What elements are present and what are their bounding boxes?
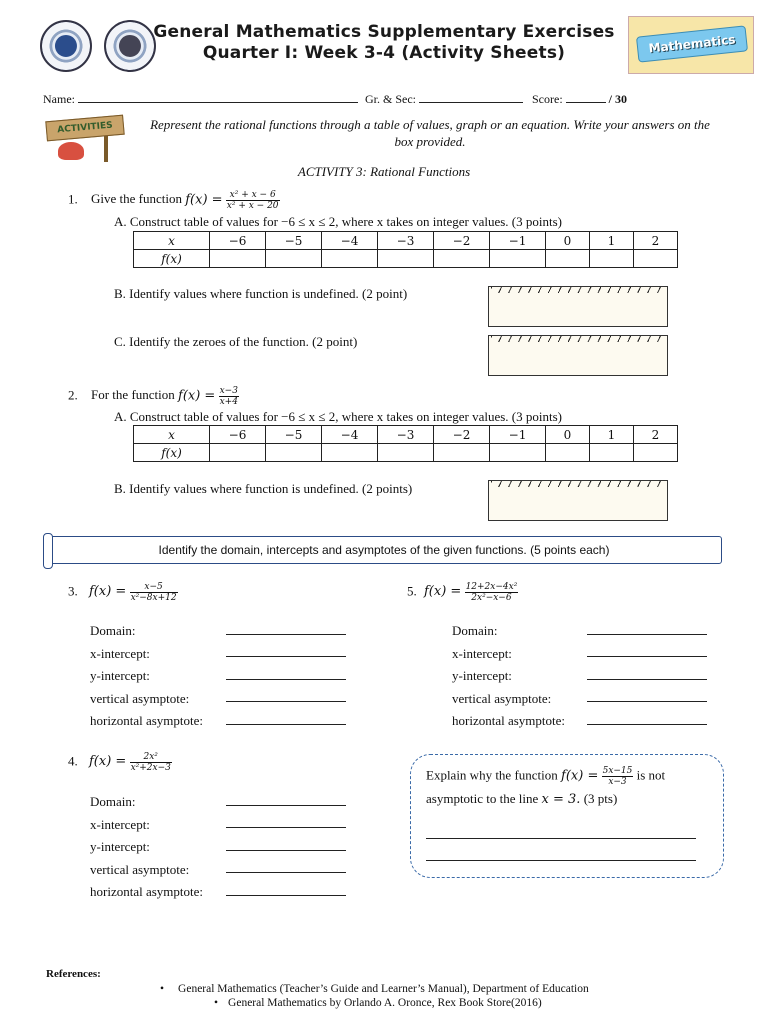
question-4-y-intercept-blank[interactable] — [226, 850, 346, 851]
table-fx-cell[interactable] — [434, 250, 490, 268]
question-3-horizontal-asymptote-blank[interactable] — [226, 724, 346, 725]
question-4-vertical-asymptote-blank[interactable] — [226, 872, 346, 873]
name-label: Name: — [43, 92, 75, 106]
score-label: Score: — [532, 92, 563, 106]
question-2-numerator: x−3 — [219, 386, 238, 396]
table-x-value: −5 — [266, 426, 322, 444]
mathematics-banner — [628, 16, 754, 74]
table-fx-cell[interactable] — [634, 444, 678, 462]
table-fx-cell[interactable] — [266, 250, 322, 268]
field-label-domain: Domain: — [90, 794, 136, 809]
question-4-number: 4. — [68, 753, 78, 769]
table-row-fx — [134, 250, 678, 268]
table-fx-cell[interactable] — [434, 444, 490, 462]
question-1 — [68, 190, 280, 211]
reference-text: General Mathematics by Orlando A. Oronce, Rex Book Store(2016) — [228, 997, 542, 1009]
table-x-value: 1 — [590, 232, 634, 250]
grsec-field[interactable] — [419, 102, 523, 103]
question-2-prompt: For the function — [91, 387, 175, 403]
question-5-fields — [452, 620, 565, 733]
question-3-number: 3. — [68, 583, 78, 599]
question-1-number: 1. — [68, 191, 78, 207]
question-3 — [68, 582, 178, 603]
question-5 — [407, 582, 518, 603]
field-label-horizontal-asymptote: horizontal asymptote: — [452, 713, 566, 728]
field-label-x-intercept: x-intercept: — [90, 645, 150, 661]
explain-answer-line-1[interactable] — [426, 838, 696, 839]
table-fx-cell[interactable] — [490, 250, 546, 268]
explain-points: (3 pts) — [583, 791, 618, 806]
question-4-fx: f(x) = — [89, 754, 127, 770]
reference-item-2 — [214, 997, 542, 1009]
table-fx-cell[interactable] — [322, 250, 378, 268]
bullet-icon: • — [214, 997, 219, 1009]
question-1-fx: f(x) = — [185, 192, 223, 208]
question-3-vertical-asymptote-blank[interactable] — [226, 701, 346, 702]
table-fx-cell[interactable] — [210, 444, 266, 462]
question-1-part-b: B. Identify values where function is undefined. (2 point) — [114, 286, 408, 301]
activity-title: ACTIVITY 3: Rational Functions — [297, 164, 471, 179]
grsec-label: Gr. & Sec: — [365, 92, 416, 106]
bullet-icon: • — [160, 983, 165, 995]
question-2-part-b: B. Identify values where function is undefined. (2 points) — [114, 481, 413, 496]
question-4-fraction — [130, 752, 172, 773]
question-4-horizontal-asymptote-blank[interactable] — [226, 895, 346, 896]
table-header-fx: f(x) — [134, 444, 210, 462]
question-3-x-intercept-blank[interactable] — [226, 656, 346, 657]
question-1-numerator: x² + x − 6 — [226, 190, 280, 201]
table-fx-cell[interactable] — [266, 444, 322, 462]
question-3-y-intercept-blank[interactable] — [226, 679, 346, 680]
table-x-value: −2 — [434, 426, 490, 444]
question-5-number: 5. — [407, 583, 417, 599]
table-x-value: 1 — [590, 426, 634, 444]
question-1-part-a: A. Construct table of values for −6 ≤ x ≤ 2, where x takes on integer values. (3 points) — [114, 214, 562, 229]
question-5-fx: f(x) = — [424, 584, 462, 600]
page-title: General Mathematics Supplementary Exercises — [153, 22, 615, 42]
question-3-fraction — [130, 582, 178, 603]
question-4-fields — [90, 791, 203, 904]
question-2-answer-box-b[interactable] — [488, 480, 668, 521]
table-x-value: −1 — [490, 426, 546, 444]
explain-numerator: 5x−15 — [602, 766, 633, 776]
name-field[interactable] — [78, 102, 358, 103]
table-fx-cell[interactable] — [210, 250, 266, 268]
field-label-y-intercept: y-intercept: — [90, 668, 150, 683]
table-fx-cell[interactable] — [634, 250, 678, 268]
field-label-horizontal-asymptote: horizontal asymptote: — [90, 713, 204, 728]
activities-sign — [44, 112, 128, 164]
table-fx-cell[interactable] — [546, 444, 590, 462]
field-label-horizontal-asymptote: horizontal asymptote: — [90, 884, 204, 899]
table-fx-cell[interactable] — [590, 250, 634, 268]
table-fx-cell[interactable] — [590, 444, 634, 462]
table-x-value: −3 — [378, 426, 434, 444]
table-x-value: −3 — [378, 232, 434, 250]
explain-denominator: x−3 — [608, 777, 627, 787]
field-label-x-intercept: x-intercept: — [90, 816, 150, 832]
field-label-domain: Domain: — [452, 623, 498, 638]
question-5-fraction — [465, 582, 519, 603]
explain-text-c: asymptotic to the line — [426, 791, 539, 806]
table-header-x: x — [134, 232, 210, 250]
section-instruction-text: Identify the domain, intercepts and asymptotes of the given functions. (5 points each) — [158, 543, 610, 557]
question-3-fields — [90, 620, 203, 733]
table-fx-cell[interactable] — [378, 250, 434, 268]
reference-text: General Mathematics (Teacher’s Guide and Learner’s Manual), Department of Education — [178, 983, 589, 995]
question-2-fraction — [219, 386, 239, 407]
field-label-vertical-asymptote: vertical asymptote: — [452, 690, 552, 706]
question-2-table — [133, 425, 678, 462]
question-3-fx: f(x) = — [89, 584, 127, 600]
question-5-horizontal-asymptote-blank[interactable] — [587, 724, 707, 725]
table-fx-cell[interactable] — [322, 444, 378, 462]
table-x-value: 2 — [634, 426, 678, 444]
question-1-answer-box-b[interactable] — [488, 286, 668, 327]
table-fx-cell[interactable] — [546, 250, 590, 268]
score-total: / 30 — [608, 92, 627, 106]
question-5-y-intercept-blank[interactable] — [587, 679, 707, 680]
table-x-value: −6 — [210, 426, 266, 444]
question-4 — [68, 752, 172, 773]
table-fx-cell[interactable] — [378, 444, 434, 462]
score-field[interactable] — [566, 102, 606, 103]
field-label-vertical-asymptote: vertical asymptote: — [90, 861, 190, 877]
table-x-value: 0 — [546, 426, 590, 444]
question-1-fraction — [226, 190, 280, 211]
question-2-number: 2. — [68, 387, 78, 403]
explain-prompt-line1 — [426, 766, 665, 787]
info-row — [43, 92, 743, 107]
table-x-value: −6 — [210, 232, 266, 250]
table-header-fx: f(x) — [134, 250, 210, 268]
explain-prompt-line2 — [426, 791, 617, 807]
table-x-value: −1 — [490, 232, 546, 250]
question-1-part-c: C. Identify the zeroes of the function. (2 point) — [114, 334, 358, 349]
question-2 — [68, 386, 239, 407]
explain-text-b: is not — [636, 767, 666, 783]
question-2-part-a: A. Construct table of values for −6 ≤ x ≤ 2, where x takes on integer values. (3 points) — [114, 409, 562, 424]
question-5-x-intercept-blank[interactable] — [587, 656, 707, 657]
field-label-y-intercept: y-intercept: — [452, 668, 512, 683]
question-1-table — [133, 231, 678, 268]
field-label-x-intercept: x-intercept: — [452, 645, 512, 661]
table-x-value: 2 — [634, 232, 678, 250]
question-1-prompt: Give the function — [91, 191, 182, 207]
table-x-value: −2 — [434, 232, 490, 250]
table-x-value: −4 — [322, 232, 378, 250]
reference-item-1 — [160, 983, 589, 995]
activities-sign-text: ACTIVITIES — [45, 115, 124, 142]
table-row-x — [134, 426, 678, 444]
question-2-denominator: x+4 — [219, 397, 238, 407]
field-label-y-intercept: y-intercept: — [90, 839, 150, 854]
question-3-domain-blank[interactable] — [226, 634, 346, 635]
explain-fraction — [602, 766, 634, 787]
question-5-vertical-asymptote-blank[interactable] — [587, 701, 707, 702]
question-2-fx: f(x) = — [178, 388, 216, 404]
field-label-vertical-asymptote: vertical asymptote: — [90, 690, 190, 706]
question-4-denominator: x²+2x−3 — [130, 763, 171, 773]
question-1-answer-box-c[interactable] — [488, 335, 668, 376]
explain-answer-line-2[interactable] — [426, 860, 696, 861]
section-instruction-box — [46, 536, 722, 564]
table-x-value: −5 — [266, 232, 322, 250]
question-4-numerator: 2x² — [130, 752, 172, 763]
table-fx-cell[interactable] — [490, 444, 546, 462]
question-5-denominator: 2x²−x−6 — [471, 593, 512, 603]
question-4-x-intercept-blank[interactable] — [226, 827, 346, 828]
question-1-denominator: x² + x − 20 — [226, 201, 279, 211]
field-label-domain: Domain: — [90, 623, 136, 638]
table-row-fx — [134, 444, 678, 462]
table-row-x — [134, 232, 678, 250]
explain-line-eq: x = 3. — [541, 792, 581, 807]
table-x-value: −4 — [322, 426, 378, 444]
question-3-denominator: x²−8x+12 — [130, 593, 177, 603]
question-5-domain-blank[interactable] — [587, 634, 707, 635]
banner-text: Mathematics — [647, 32, 737, 56]
explain-text-a: Explain why the function — [426, 767, 558, 783]
instructions-text: Represent the rational functions through a table of values, graph or an equation. Write your answers on the box provided. — [150, 117, 710, 149]
question-4-domain-blank[interactable] — [226, 805, 346, 806]
references-label: References: — [46, 968, 101, 980]
page-subtitle: Quarter I: Week 3-4 (Activity Sheets) — [202, 43, 566, 63]
question-3-numerator: x−5 — [130, 582, 178, 593]
table-header-x: x — [134, 426, 210, 444]
question-5-numerator: 12+2x−4x² — [465, 582, 518, 592]
explain-fx: f(x) = — [561, 768, 599, 784]
table-x-value: 0 — [546, 232, 590, 250]
